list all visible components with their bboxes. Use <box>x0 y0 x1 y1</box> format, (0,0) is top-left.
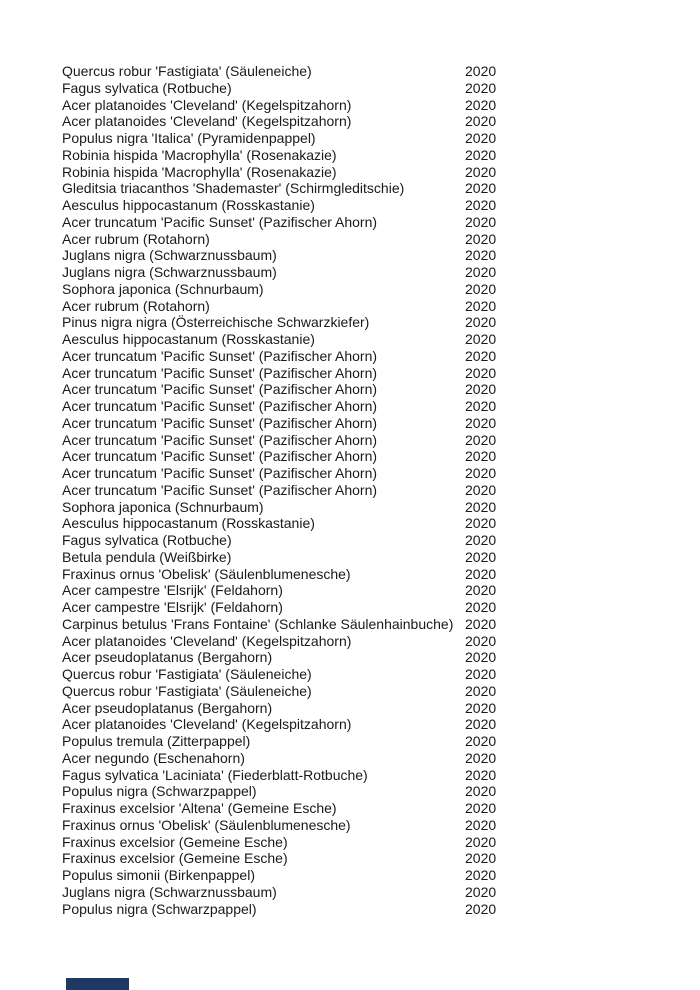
tree-list-row <box>62 901 642 918</box>
species-name: Populus nigra (Schwarzpappel) <box>62 900 257 917</box>
tree-list-row <box>62 582 642 599</box>
tree-list-row <box>62 616 642 633</box>
planting-year: 2020 <box>465 79 497 96</box>
planting-year: 2020 <box>465 481 497 498</box>
planting-year: 2020 <box>465 749 497 766</box>
species-name: Acer truncatum 'Pacific Sunset' (Pazifischer Ahorn) <box>62 398 378 414</box>
planting-year: 2020 <box>465 582 497 599</box>
species-name: Fraxinus excelsior (Gemeine Esche) <box>62 850 288 867</box>
tree-list-row <box>62 566 642 583</box>
planting-year: 2020 <box>465 816 497 833</box>
species-name: Acer rubrum (Rotahorn) <box>62 230 210 247</box>
tree-list-row <box>62 817 642 834</box>
tree-list-row <box>62 63 642 80</box>
tree-list-row <box>62 599 642 616</box>
species-name: Aesculus hippocastanum (Rosskastanie) <box>62 197 315 213</box>
species-name: Populus tremula (Zitterpappel) <box>62 733 251 749</box>
tree-list-row <box>62 113 642 130</box>
planting-year: 2020 <box>465 431 497 448</box>
planting-year: 2020 <box>465 180 497 197</box>
species-name: Gleditsia triacanthos 'Shademaster' (Schirmgleditschie) <box>62 180 405 197</box>
species-name: Acer truncatum 'Pacific Sunset' (Pazifischer Ahorn) <box>62 381 378 398</box>
tree-list-row <box>62 448 642 465</box>
species-name: Acer truncatum 'Pacific Sunset' (Pazifischer Ahorn) <box>62 347 378 364</box>
planting-year: 2020 <box>465 398 497 414</box>
planting-year: 2020 <box>465 800 497 816</box>
planting-year: 2020 <box>465 197 497 213</box>
planting-year: 2020 <box>465 599 497 615</box>
tree-list-row <box>62 214 642 231</box>
species-name: Aesculus hippocastanum (Rosskastanie) <box>62 515 315 532</box>
tree-list <box>62 63 642 917</box>
tree-list-row <box>62 733 642 750</box>
tree-list-row <box>62 750 642 767</box>
species-name: Acer platanoides 'Cleveland' (Kegelspitzahorn) <box>62 96 352 113</box>
species-name: Fraxinus excelsior 'Altena' (Gemeine Esche) <box>62 800 337 816</box>
tree-list-row <box>62 633 642 650</box>
planting-year: 2020 <box>465 515 497 532</box>
planting-year: 2020 <box>465 414 497 431</box>
species-name: Pinus nigra nigra (Österreichische Schwarzkiefer) <box>62 314 370 331</box>
species-name: Populus nigra (Schwarzpappel) <box>62 783 257 800</box>
tree-list-row <box>62 164 642 181</box>
species-name: Acer campestre 'Elsrijk' (Feldahorn) <box>62 582 283 599</box>
tree-list-row <box>62 97 642 114</box>
tree-list-row <box>62 850 642 867</box>
planting-year: 2020 <box>465 314 497 331</box>
species-name: Acer truncatum 'Pacific Sunset' (Pazifischer Ahorn) <box>62 213 378 230</box>
species-name: Acer rubrum (Rotahorn) <box>62 297 210 314</box>
tree-list-row <box>62 365 642 382</box>
species-name: Sophora japonica (Schnurbaum) <box>62 280 264 297</box>
planting-year: 2020 <box>465 716 497 733</box>
planting-year: 2020 <box>465 213 497 230</box>
species-name: Juglans nigra (Schwarznussbaum) <box>62 247 277 264</box>
planting-year: 2020 <box>465 247 497 264</box>
species-name: Fagus sylvatica 'Laciniata' (Fiederblatt-Rotbuche) <box>62 766 368 783</box>
tree-list-row <box>62 331 642 348</box>
planting-year: 2020 <box>465 565 497 582</box>
planting-year: 2020 <box>465 666 497 682</box>
planting-year: 2020 <box>465 448 497 465</box>
planting-year: 2020 <box>465 900 497 917</box>
species-name: Acer truncatum 'Pacific Sunset' (Pazifischer Ahorn) <box>62 465 378 481</box>
tree-list-row <box>62 247 642 264</box>
species-name: Populus nigra 'Italica' (Pyramidenpappel) <box>62 130 316 146</box>
species-name: Fagus sylvatica (Rotbuche) <box>62 532 232 548</box>
planting-year: 2020 <box>465 230 497 247</box>
tree-list-row <box>62 884 642 901</box>
species-name: Acer platanoides 'Cleveland' (Kegelspitzahorn) <box>62 716 352 733</box>
tree-list-row <box>62 649 642 666</box>
species-name: Populus simonii (Birkenpappel) <box>62 867 255 883</box>
species-name: Carpinus betulus 'Frans Fontaine' (Schlanke Säulenhainbuche) <box>62 615 454 632</box>
species-name: Acer truncatum 'Pacific Sunset' (Pazifischer Ahorn) <box>62 364 378 381</box>
tree-list-row <box>62 348 642 365</box>
footer-partial-block <box>66 978 129 990</box>
planting-year: 2020 <box>465 532 497 548</box>
species-name: Acer platanoides 'Cleveland' (Kegelspitzahorn) <box>62 113 352 130</box>
planting-year: 2020 <box>465 766 497 783</box>
planting-year: 2020 <box>465 632 497 649</box>
species-name: Betula pendula (Weißbirke) <box>62 548 232 565</box>
tree-list-row <box>62 465 642 482</box>
tree-list-row <box>62 482 642 499</box>
tree-list-row <box>62 264 642 281</box>
planting-year: 2020 <box>465 465 497 481</box>
species-name: Acer truncatum 'Pacific Sunset' (Pazifischer Ahorn) <box>62 431 378 448</box>
tree-list-row <box>62 197 642 214</box>
planting-year: 2020 <box>465 850 497 867</box>
tree-list-row <box>62 314 642 331</box>
tree-list-row <box>62 716 642 733</box>
tree-list-row <box>62 515 642 532</box>
tree-list-row <box>62 700 642 717</box>
tree-list-row <box>62 231 642 248</box>
planting-year: 2020 <box>465 615 497 632</box>
tree-list-row <box>62 415 642 432</box>
tree-list-row <box>62 381 642 398</box>
planting-year: 2020 <box>465 548 497 565</box>
planting-year: 2020 <box>465 331 497 347</box>
planting-year: 2020 <box>465 347 497 364</box>
planting-year: 2020 <box>465 63 497 79</box>
planting-year: 2020 <box>465 699 497 716</box>
species-name: Aesculus hippocastanum (Rosskastanie) <box>62 331 315 347</box>
tree-list-row <box>62 683 642 700</box>
tree-list-row <box>62 834 642 851</box>
planting-year: 2020 <box>465 833 497 850</box>
tree-list-row <box>62 147 642 164</box>
species-name: Juglans nigra (Schwarznussbaum) <box>62 264 277 280</box>
tree-list-row <box>62 281 642 298</box>
planting-year: 2020 <box>465 733 497 749</box>
planting-year: 2020 <box>465 96 497 113</box>
planting-year: 2020 <box>465 163 497 180</box>
species-name: Quercus robur 'Fastigiata' (Säuleneiche) <box>62 63 312 79</box>
planting-year: 2020 <box>465 682 497 699</box>
species-name: Acer pseudoplatanus (Bergahorn) <box>62 649 273 666</box>
planting-year: 2020 <box>465 113 497 130</box>
tree-list-row <box>62 180 642 197</box>
species-name: Robinia hispida 'Macrophylla' (Rosenakazie) <box>62 163 337 180</box>
species-name: Fagus sylvatica (Rotbuche) <box>62 79 232 96</box>
planting-year: 2020 <box>465 381 497 398</box>
species-name: Fraxinus ornus 'Obelisk' (Säulenblumenesche) <box>62 565 351 582</box>
planting-year: 2020 <box>465 280 497 297</box>
species-name: Acer truncatum 'Pacific Sunset' (Pazifischer Ahorn) <box>62 414 378 431</box>
species-name: Acer campestre 'Elsrijk' (Feldahorn) <box>62 599 283 615</box>
species-name: Fraxinus excelsior (Gemeine Esche) <box>62 833 288 850</box>
species-name: Acer negundo (Eschenahorn) <box>62 749 245 766</box>
planting-year: 2020 <box>465 498 497 515</box>
planting-year: 2020 <box>465 867 497 883</box>
species-name: Acer pseudoplatanus (Bergahorn) <box>62 699 273 716</box>
planting-year: 2020 <box>465 883 497 900</box>
planting-year: 2020 <box>465 364 497 381</box>
tree-list-row <box>62 80 642 97</box>
planting-year: 2020 <box>465 649 497 666</box>
tree-list-row <box>62 549 642 566</box>
tree-list-row <box>62 666 642 683</box>
tree-list-row <box>62 767 642 784</box>
planting-year: 2020 <box>465 264 497 280</box>
tree-list-row <box>62 499 642 516</box>
species-name: Quercus robur 'Fastigiata' (Säuleneiche) <box>62 682 312 699</box>
planting-year: 2020 <box>465 783 497 800</box>
species-name: Sophora japonica (Schnurbaum) <box>62 498 264 515</box>
species-name: Acer platanoides 'Cleveland' (Kegelspitzahorn) <box>62 632 352 649</box>
species-name: Acer truncatum 'Pacific Sunset' (Pazifischer Ahorn) <box>62 481 378 498</box>
tree-list-row <box>62 398 642 415</box>
tree-list-row <box>62 130 642 147</box>
planting-year: 2020 <box>465 297 497 314</box>
tree-list-row <box>62 298 642 315</box>
planting-year: 2020 <box>465 146 497 163</box>
species-name: Juglans nigra (Schwarznussbaum) <box>62 883 277 900</box>
tree-list-row <box>62 532 642 549</box>
planting-year: 2020 <box>465 130 497 146</box>
species-name: Fraxinus ornus 'Obelisk' (Säulenblumenesche) <box>62 816 351 833</box>
species-name: Robinia hispida 'Macrophylla' (Rosenakazie) <box>62 146 337 163</box>
tree-list-row <box>62 800 642 817</box>
species-name: Quercus robur 'Fastigiata' (Säuleneiche) <box>62 666 312 682</box>
tree-list-row <box>62 783 642 800</box>
species-name: Acer truncatum 'Pacific Sunset' (Pazifischer Ahorn) <box>62 448 378 465</box>
tree-list-row <box>62 867 642 884</box>
tree-list-row <box>62 432 642 449</box>
